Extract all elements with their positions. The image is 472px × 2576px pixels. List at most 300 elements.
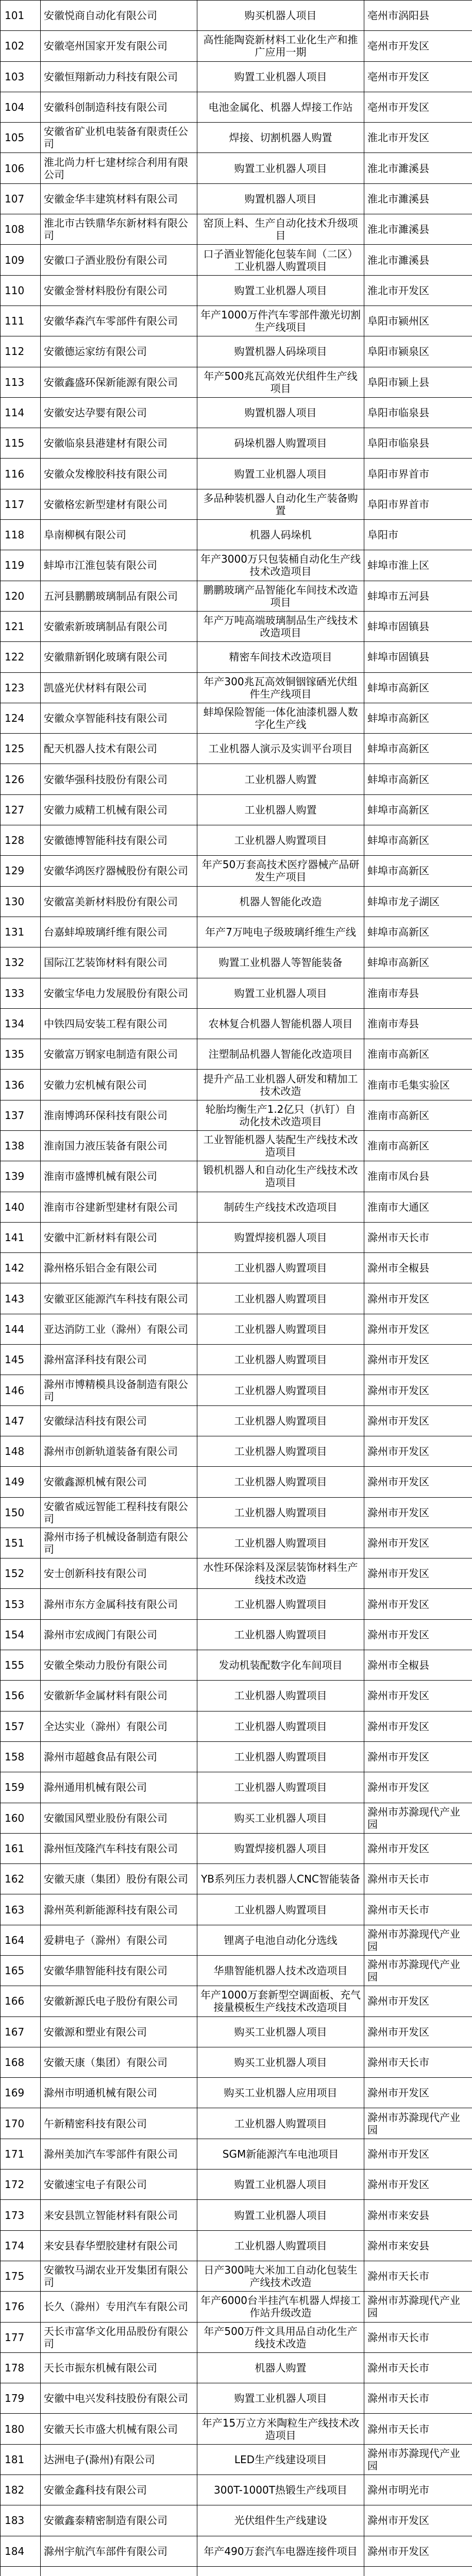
table-row [1,1100,472,1130]
project-name-cell: 工业机器人购置项目 [197,1314,364,1344]
company-name-cell [41,2566,197,2576]
company-name-cell: 爱耕电子（滁州）有限公司 [41,1925,197,1955]
project-name-cell: 工业机器人购置项目 [197,825,364,856]
company-name-cell: 安徽鑫泰精密制造有限公司 [41,2505,197,2536]
table-row [1,1833,472,1863]
row-number-cell: 184 [1,2536,41,2566]
row-number-cell: 121 [1,611,41,641]
project-name-cell: 锂离子电池自动化分选线 [197,1925,364,1955]
company-name-cell: 安徽格宏新型建材有限公司 [41,489,197,519]
project-name-cell: 光伏组件生产线建设 [197,2505,364,2536]
table-row [1,2108,472,2139]
company-name-cell: 安士创新科技有限公司 [41,1558,197,1589]
table-row [1,1558,472,1589]
table-row [1,2200,472,2230]
project-name-cell: 购置工业机器人项目 [197,2383,364,2414]
location-cell: 蚌埠市高新区 [364,947,472,978]
location-cell: 滁州市开发区 [364,2016,472,2047]
row-number-cell: 132 [1,947,41,978]
table-row [1,2352,472,2383]
table-row [1,520,472,550]
project-name-cell: 工业机器人购置项目 [197,1436,364,1466]
table-row [1,825,472,856]
location-cell: 阜阳市临泉县 [364,397,472,428]
table-row [1,153,472,183]
table-row [1,1894,472,1925]
row-number-cell: 169 [1,2078,41,2108]
company-name-cell: 安徽众发橡胶科技有限公司 [41,459,197,489]
project-name-cell: 年产500万件文具用品自动化生产线技术改造 [197,2322,364,2352]
table-row [1,1681,472,1711]
row-number-cell: 163 [1,1894,41,1925]
location-cell: 淮南市毛集实验区 [364,1070,472,1100]
row-number-cell: 167 [1,2016,41,2047]
project-name-cell: 年产3000万只包装桶自动化生产线技术改造项目 [197,550,364,581]
company-name-cell: 安徽金华丰建筑材料有限公司 [41,183,197,214]
company-name-cell: 安徽华鼎智能科技有限公司 [41,1956,197,1986]
company-name-cell: 蚌埠市江淮包装有限公司 [41,550,197,581]
project-name-cell: 工业机器人演示及实训平台项目 [197,734,364,764]
location-cell: 滁州市天长市 [364,1894,472,1925]
project-name-cell: 工业机器人购置项目 [197,1619,364,1650]
row-number-cell: 152 [1,1558,41,1589]
table-row [1,642,472,672]
location-cell: 滁州市开发区 [364,1375,472,1405]
table-row [1,92,472,122]
project-name-cell: SGM新能源汽车电池项目 [197,2139,364,2169]
project-name-cell: 机器人购置 [197,2352,364,2383]
company-name-cell: 滁州通用机械有限公司 [41,1772,197,1803]
table-row [1,2292,472,2322]
row-number-cell: 129 [1,856,41,886]
table-row [1,2322,472,2352]
company-name-cell: 滁州宇航汽车部件有限公司 [41,2536,197,2566]
project-name-cell: 码垛机器人购置项目 [197,428,364,459]
row-number-cell: 103 [1,61,41,92]
row-number-cell: 110 [1,275,41,306]
company-name-cell: 安徽科创制造科技有限公司 [41,92,197,122]
row-number-cell: 166 [1,1986,41,2016]
row-number-cell: 182 [1,2475,41,2505]
project-name-cell: 华鼎智能机器人技术改造项目 [197,1956,364,1986]
location-cell: 滁州市开发区 [364,1711,472,1741]
table-row [1,581,472,611]
row-number-cell: 102 [1,31,41,61]
location-cell: 滁州市苏滁现代产业园 [364,2444,472,2475]
project-name-cell: 工业机器人购置项目 [197,1589,364,1619]
row-number-cell: 135 [1,1039,41,1070]
row-number-cell: 118 [1,520,41,550]
row-number-cell: 101 [1,1,41,31]
location-cell: 滁州市苏滁现代产业园 [364,2108,472,2139]
row-number-cell: 148 [1,1436,41,1466]
project-name-cell: 工业机器人购置 [197,764,364,794]
table-row [1,2444,472,2475]
company-name-cell: 天长市富华文化用品股份有限公司 [41,2322,197,2352]
project-name-cell: 购置机器人码垛项目 [197,336,364,367]
project-name-cell: 多品种装机器人自动化生产装备购置 [197,489,364,519]
row-number-cell: 155 [1,1650,41,1681]
row-number-cell: 131 [1,917,41,947]
location-cell: 滁州市天长市 [364,2414,472,2444]
company-name-cell: 安徽全柴动力股份有限公司 [41,1650,197,1681]
table-row [1,2505,472,2536]
company-name-cell: 安徽鑫源机械有限公司 [41,1467,197,1497]
company-name-cell: 安徽天康（集团）有限公司 [41,2047,197,2077]
location-cell: 蚌埠市高新区 [364,794,472,825]
location-cell: 淮北市开发区 [364,275,472,306]
location-cell: 阜阳市临泉县 [364,428,472,459]
project-name-cell: 工业机器人购置项目 [197,2230,364,2261]
table-row [1,275,472,306]
company-name-cell: 安徽金鑫科技有限公司 [41,2475,197,2505]
row-number-cell: 141 [1,1222,41,1252]
location-cell: 淮南市凤台县 [364,1161,472,1192]
row-number-cell: 147 [1,1405,41,1436]
table-body [1,1,472,2576]
row-number-cell: 109 [1,245,41,275]
project-name-cell: 水性环保涂料及深层装饰材料生产线技术改造 [197,1558,364,1589]
company-name-cell: 滁州市明通机械有限公司 [41,2078,197,2108]
table-row [1,336,472,367]
row-number-cell: 117 [1,489,41,519]
table-row [1,611,472,641]
company-name-cell: 亚达消防工业（滁州）有限公司 [41,1314,197,1344]
table-row [1,1650,472,1681]
table-row [1,31,472,61]
table-row [1,2078,472,2108]
project-name-cell [197,2566,364,2576]
location-cell: 蚌埠市固镇县 [364,642,472,672]
location-cell: 滁州市来安县 [364,2200,472,2230]
company-name-cell: 安徽华鸿医疗器械股份有限公司 [41,856,197,886]
company-name-cell: 淮南国力液压装备有限公司 [41,1130,197,1161]
project-name-cell: 工业机器人购置项目 [197,1772,364,1803]
company-name-cell: 安徽安达孕婴有限公司 [41,397,197,428]
table-row [1,1283,472,1314]
company-name-cell: 安徽省矿业机电装备有限责任公司 [41,123,197,153]
table-row [1,1192,472,1222]
location-cell: 滁州市开发区 [364,1589,472,1619]
table-row [1,2139,472,2169]
company-name-cell: 滁州恒茂隆汽车科技有限公司 [41,1833,197,1863]
project-name-cell: 年产1000万套新型空调面板、充气接量模板生产线技术改造项目 [197,1986,364,2016]
location-cell: 滁州市苏滁现代产业园 [364,1956,472,1986]
row-number-cell: 105 [1,123,41,153]
row-number-cell: 122 [1,642,41,672]
location-cell: 滁州市开发区 [364,1681,472,1711]
row-number-cell: 175 [1,2261,41,2291]
table-row [1,1711,472,1741]
company-name-cell: 全达实业（滁州）有限公司 [41,1711,197,1741]
row-number-cell: 179 [1,2383,41,2414]
row-number-cell: 150 [1,1497,41,1528]
company-name-cell: 安徽富美新材料股份有限公司 [41,886,197,917]
project-name-cell: 提升产品工业机器人研发和精加工技术改造 [197,1070,364,1100]
project-name-cell: 机器人智能化改造 [197,886,364,917]
table-row [1,1925,472,1955]
row-number-cell: 106 [1,153,41,183]
project-name-cell: 机器人码垛机 [197,520,364,550]
location-cell: 滁州市开发区 [364,1772,472,1803]
row-number-cell: 151 [1,1528,41,1558]
table-row [1,183,472,214]
project-name-cell: 购置工业机器人项目 [197,2200,364,2230]
row-number-cell: 172 [1,2170,41,2200]
company-name-cell: 阜南柳枫有限公司 [41,520,197,550]
project-name-cell: 制砖生产线技术改造项目 [197,1192,364,1222]
row-number-cell: 173 [1,2200,41,2230]
location-cell: 滁州市苏滁现代产业园 [364,1925,472,1955]
row-number-cell: 124 [1,703,41,733]
table-row [1,1314,472,1344]
company-name-cell: 安徽速宝电子有限公司 [41,2170,197,2200]
location-cell: 蚌埠市高新区 [364,764,472,794]
table-row [1,2414,472,2444]
company-name-cell: 中铁四局安装工程有限公司 [41,1008,197,1039]
project-name-cell: 年产6000台半挂汽车机器人焊接工作站升级改造 [197,2292,364,2322]
location-cell: 亳州市开发区 [364,92,472,122]
location-cell: 淮北市濉溪县 [364,245,472,275]
location-cell: 阜阳市界首市 [364,459,472,489]
company-name-cell: 滁州市宏成阀门有限公司 [41,1619,197,1650]
row-number-cell: 126 [1,764,41,794]
location-cell: 滁州市开发区 [364,2536,472,2566]
row-number-cell: 115 [1,428,41,459]
row-number-cell: 136 [1,1070,41,1100]
table-row [1,1986,472,2016]
location-cell: 淮南市高新区 [364,1130,472,1161]
row-number-cell: 170 [1,2108,41,2139]
table-row [1,123,472,153]
project-name-cell: 蚌埠保险智能一体化油漆机器人数字化生产线 [197,703,364,733]
project-name-cell: 窑顶上料、生产自动化技术升级项目 [197,214,364,245]
company-name-cell: 安徽鑫盛环保新能源有限公司 [41,367,197,397]
project-name-cell: 工业机器人购置 [197,794,364,825]
project-name-cell: 轮胎均衡生产1.2亿只（扒钉）自动化技术改造项目 [197,1100,364,1130]
table-row [1,550,472,581]
company-name-cell: 达洲电子(滁州)有限公司 [41,2444,197,2475]
company-name-cell: 午新精密科技有限公司 [41,2108,197,2139]
company-name-cell: 安徽新源氏电子股份有限公司 [41,1986,197,2016]
table-row [1,1772,472,1803]
location-cell: 亳州市开发区 [364,31,472,61]
company-name-cell: 安徽亚区能源汽车科技有限公司 [41,1283,197,1314]
project-name-cell: 300T-1000T热锻生产线项目 [197,2475,364,2505]
project-name-cell: 工业机器人购置项目 [197,1405,364,1436]
project-name-cell: 购置工业机器人等智能装备 [197,947,364,978]
project-name-cell: 购置焊接机器人项目 [197,1833,364,1863]
table-row [1,1497,472,1528]
location-cell: 滁州市天长市 [364,2047,472,2077]
row-number-cell: 157 [1,1711,41,1741]
row-number-cell: 142 [1,1253,41,1283]
row-number-cell: 111 [1,306,41,336]
project-name-cell: 工业机器人购置项目 [197,1741,364,1772]
company-name-cell: 安徽新华金属材料有限公司 [41,1681,197,1711]
row-number-cell: 154 [1,1619,41,1650]
project-name-cell: 工业智能机器人装配生产线技术改造项目 [197,1130,364,1161]
location-cell: 淮南市大通区 [364,1192,472,1222]
table-row [1,1,472,31]
row-number-cell: 158 [1,1741,41,1772]
company-name-cell: 滁州市超越食品有限公司 [41,1741,197,1772]
project-name-cell: 工业机器人购置项目 [197,1467,364,1497]
location-cell: 滁州市来安县 [364,2230,472,2261]
row-number-cell: 116 [1,459,41,489]
location-cell: 滁州市全椒县 [364,1253,472,1283]
location-cell: 滁州市全椒县 [364,1650,472,1681]
table-row [1,367,472,397]
table-row [1,2383,472,2414]
table-row [1,1375,472,1405]
table-row [1,764,472,794]
company-name-cell: 淮南市谷建新型建材有限公司 [41,1192,197,1222]
row-number-cell: 178 [1,2352,41,2383]
project-name-cell: 工业机器人购置项目 [197,1528,364,1558]
project-name-cell: 购买工业机器人项目 [197,2047,364,2077]
row-number-cell: 168 [1,2047,41,2077]
location-cell: 滁州市开发区 [364,2170,472,2200]
project-name-cell: 购置工业机器人项目 [197,275,364,306]
location-cell: 亳州市开发区 [364,61,472,92]
row-number-cell: 127 [1,794,41,825]
location-cell: 淮南市寿县 [364,978,472,1008]
table-row [1,2170,472,2200]
table-row [1,672,472,703]
location-cell: 滁州市苏滁现代产业园 [364,2292,472,2322]
location-cell: 滁州市开发区 [364,1283,472,1314]
company-name-cell: 安徽悦商自动化有限公司 [41,1,197,31]
project-name-cell: 日产300吨大米加工自动化包装生产线技术改造 [197,2261,364,2291]
company-name-cell: 安徽宝华电力发展股份有限公司 [41,978,197,1008]
row-number-cell: 140 [1,1192,41,1222]
project-name-cell: 年产300兆瓦高效铜铟镓硒光伏组件生产线项目 [197,672,364,703]
company-name-cell: 滁州英利新能源科技有限公司 [41,1894,197,1925]
table-row [1,1405,472,1436]
row-number-cell: 153 [1,1589,41,1619]
project-name-cell: LED生产线建设项目 [197,2444,364,2475]
row-number-cell: 112 [1,336,41,367]
location-cell: 滁州市苏滁现代产业园 [364,1803,472,1833]
location-cell: 滁州市开发区 [364,2078,472,2108]
table-row [1,428,472,459]
table-row [1,2261,472,2291]
table-row [1,489,472,519]
location-cell: 蚌埠市龙子湖区 [364,886,472,917]
company-name-cell: 安徽力威精工机械有限公司 [41,794,197,825]
project-name-cell: 购置工业机器人项目 [197,61,364,92]
row-number-cell: 177 [1,2322,41,2352]
project-name-cell: 购买工业机器人项目 [197,1803,364,1833]
project-name-cell: 年产50万套高技术医疗器械产品研发生产项目 [197,856,364,886]
row-number-cell: 113 [1,367,41,397]
location-cell: 滁州市天长市 [364,1222,472,1252]
project-name-cell: 购买工业机器人应用项目 [197,2078,364,2108]
row-number-cell: 123 [1,672,41,703]
company-name-cell: 配天机器人技术有限公司 [41,734,197,764]
row-number-cell: 104 [1,92,41,122]
table-row [1,1161,472,1192]
row-number-cell: 180 [1,2414,41,2444]
company-name-cell: 滁州市创新轨道装备有限公司 [41,1436,197,1466]
location-cell: 淮北市开发区 [364,123,472,153]
project-name-cell: 购置机器人项目 [197,183,364,214]
location-cell: 蚌埠市淮上区 [364,550,472,581]
location-cell: 滁州市天长市 [364,1864,472,1894]
company-name-cell: 滁州市扬子机械设备制造有限公司 [41,1528,197,1558]
row-number-cell: 165 [1,1956,41,1986]
company-name-cell: 安徽力宏机械有限公司 [41,1070,197,1100]
company-name-cell: 安徽中电兴发科技股份有限公司 [41,2383,197,2414]
table-row [1,2536,472,2566]
location-cell: 滁州市开发区 [364,1558,472,1589]
project-name-cell: 工业机器人购置项目 [197,1894,364,1925]
table-row [1,1345,472,1375]
project-name-cell: 电池金属化、机器人焊接工作站 [197,92,364,122]
location-cell: 阜阳市颍上县 [364,367,472,397]
location-cell: 阜阳市 [364,520,472,550]
location-cell: 蚌埠市高新区 [364,825,472,856]
table-row [1,306,472,336]
location-cell: 蚌埠市五河县 [364,581,472,611]
table-row [1,1130,472,1161]
row-number-cell: 108 [1,214,41,245]
row-number-cell: 146 [1,1375,41,1405]
location-cell: 蚌埠市高新区 [364,917,472,947]
location-cell: 滁州市明光市 [364,2475,472,2505]
table-row [1,1222,472,1252]
company-name-cell: 安徽省威远智能工程科技有限公司 [41,1497,197,1528]
location-cell: 蚌埠市高新区 [364,856,472,886]
project-name-cell: 工业机器人购置项目 [197,1253,364,1283]
table-row [1,794,472,825]
company-name-cell: 安徽源和塑业有限公司 [41,2016,197,2047]
project-name-cell: 口子酒业智能化包装车间（二区）工业机器人购置项目 [197,245,364,275]
project-name-cell: 工业机器人购置项目 [197,1345,364,1375]
row-number-cell: 164 [1,1925,41,1955]
location-cell: 蚌埠市高新区 [364,703,472,733]
company-name-cell: 安徽华森汽车零部件有限公司 [41,306,197,336]
company-name-cell: 安徽天康（集团）股份有限公司 [41,1864,197,1894]
row-number-cell: 149 [1,1467,41,1497]
project-name-cell: 年产万吨高端玻璃制品生产线技术改造项目 [197,611,364,641]
location-cell: 滁州市开发区 [364,1467,472,1497]
location-cell: 蚌埠市固镇县 [364,611,472,641]
row-number-cell: 133 [1,978,41,1008]
company-name-cell: 安徽牧马湖农业开发集团有限公司 [41,2261,197,2291]
project-name-cell: 购置焊接机器人项目 [197,1222,364,1252]
row-number-cell: 160 [1,1803,41,1833]
table-row [1,1803,472,1833]
table-row [1,734,472,764]
location-cell: 淮北市濉溪县 [364,214,472,245]
company-name-cell: 淮南市盛博机械有限公司 [41,1161,197,1192]
project-name-cell: 工业机器人购置项目 [197,1375,364,1405]
location-cell: 滁州市天长市 [364,2261,472,2291]
location-cell: 淮北市濉溪县 [364,183,472,214]
table-row [1,2566,472,2576]
table-row [1,1528,472,1558]
company-name-cell: 长久（滁州）专用汽车有限公司 [41,2292,197,2322]
project-name-cell: 工业机器人购置项目 [197,2108,364,2139]
location-cell: 滁州市开发区 [364,1497,472,1528]
row-number-cell: 183 [1,2505,41,2536]
company-name-cell: 台嘉蚌埠玻璃纤维有限公司 [41,917,197,947]
row-number-cell: 125 [1,734,41,764]
location-cell: 滁州市开发区 [364,1986,472,2016]
row-number-cell: 119 [1,550,41,581]
